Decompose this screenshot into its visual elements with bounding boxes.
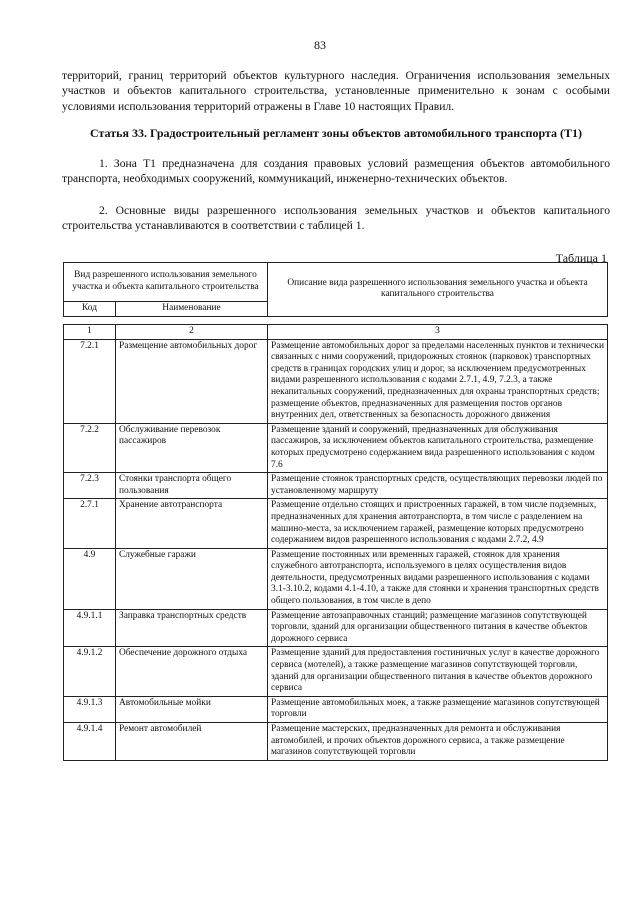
table-row [64,696,608,722]
row-name: Заправка транспортных средств [116,609,268,647]
row-name: Размещение автомобильных дорог [116,339,268,423]
row-code: 4.9.1.1 [64,609,116,647]
table-row [64,548,608,609]
row-name: Стоянки транспорта общего пользования [116,473,268,499]
paragraph-2: 2. Основные виды разрешенного использования земельных участков и объектов капитального строительства устанавливаются в соответствии с таблицей 1. [62,204,610,233]
row-code: 2.7.1 [64,499,116,548]
row-code: 4.9 [64,548,116,609]
row-description: Размещение постоянных или временных гаражей, стоянок для хранения служебного автотранспорта, используемого в целях осуществления видов деятельности, предусмотренных видами разрешенного использования с кодами 3.1-3.10.2, кодами 4.1-4.10, а также для стоянки и хранения транспортных средств общего пользования, в том числе в депо [268,548,608,609]
col-number-1: 1 [64,325,116,340]
row-description: Размещение автомобильных дорог за пределами населенных пунктов и технически связанных с ними сооружений, придорожных стоянок (парковок) транспортных средств в границах городских улиц и дорог, за исключением предусмотренных видами разрешенного использования с кодами 2.7.1, 4.9, 7.2.3, а также некапитальных сооружений, предназначенных для охраны транспортных средств; размещение объектов, предназначенных для размещения постов органов внутренних дел, ответственных за безопасность дорожного движения [268,339,608,423]
row-code: 4.9.1.3 [64,696,116,722]
row-name: Обслуживание перевозок пассажиров [116,423,268,472]
col-number-3: 3 [268,325,608,340]
row-code: 7.2.3 [64,473,116,499]
page-number: 83 [314,38,326,52]
header-name: Наименование [116,302,268,317]
row-description: Размещение отдельно стоящих и пристроенных гаражей, в том числе подземных, предназначенных для хранения автотранспорта, в том числе с разделением на машино-места, за исключением гаражей, размещение которых предусмотрено содержанием видов разрешенного использования с кодами 2.7.2, 4.9 [268,499,608,548]
table-row [64,723,608,761]
table-caption: Таблица 1 [555,251,607,265]
row-code: 7.2.1 [64,339,116,423]
intro-paragraph: территорий, границ территорий объектов культурного наследия. Ограничения использования земельных участков и объектов капитального строительства, установленные применительно к зонам с особыми условиями использования территорий отражены в Главе 10 настоящих Правил. [62,69,610,113]
row-name: Хранение автотранспорта [116,499,268,548]
row-description: Размещение мастерских, предназначенных для ремонта и обслуживания автомобилей, и прочих объектов дорожного сервиса, а также размещение магазинов сопутствующей торговли [268,723,608,761]
table-row [64,423,608,472]
row-name: Автомобильные мойки [116,696,268,722]
row-description: Размещение автомобильных моек, а также размещение магазинов сопутствующей торговли [268,696,608,722]
row-code: 4.9.1.2 [64,647,116,696]
table-row [64,647,608,696]
row-description: Размещение автозаправочных станций; размещение магазинов сопутствующей торговли, зданий для организации общественного питания в качестве объектов дорожного сервиса [268,609,608,647]
table-row [64,339,608,423]
row-description: Размещение зданий и сооружений, предназначенных для обслуживания пассажиров, за исключением объектов капитального строительства, размещение которых предусмотрено содержанием вида разрешенного использования с кодом 7.6 [268,423,608,472]
table-row [64,609,608,647]
paragraph-1: 1. Зона Т1 предназначена для создания правовых условий размещения объектов автомобильного транспорта, необходимых сооружений, коммуникаций, инженерно-технических объектов. [62,157,610,186]
row-code: 4.9.1.4 [64,723,116,761]
header-group: Вид разрешенного использования земельного участка и объекта капитального строительства [64,263,268,302]
article-title: Статья 33. Градостроительный регламент зоны объектов автомобильного транспорта (Т1) [90,126,582,140]
row-name: Обеспечение дорожного отдыха [116,647,268,696]
table-header [63,262,608,317]
row-description: Размещение стоянок транспортных средств, осуществляющих перевозки людей по установленному маршруту [268,473,608,499]
header-description: Описание вида разрешенного использования земельного участка и объекта капитального строительства [268,263,608,317]
row-code: 7.2.2 [64,423,116,472]
row-name: Ремонт автомобилей [116,723,268,761]
table-row [64,473,608,499]
table-row [64,499,608,548]
table-body [63,324,608,761]
col-number-2: 2 [116,325,268,340]
header-code: Код [64,302,116,317]
row-description: Размещение зданий для предоставления гостиничных услуг в качестве дорожного сервиса (мотелей), а также размещение магазинов сопутствующей торговли, зданий для организации общественного питания в качестве объектов дорожного сервиса [268,647,608,696]
row-name: Служебные гаражи [116,548,268,609]
